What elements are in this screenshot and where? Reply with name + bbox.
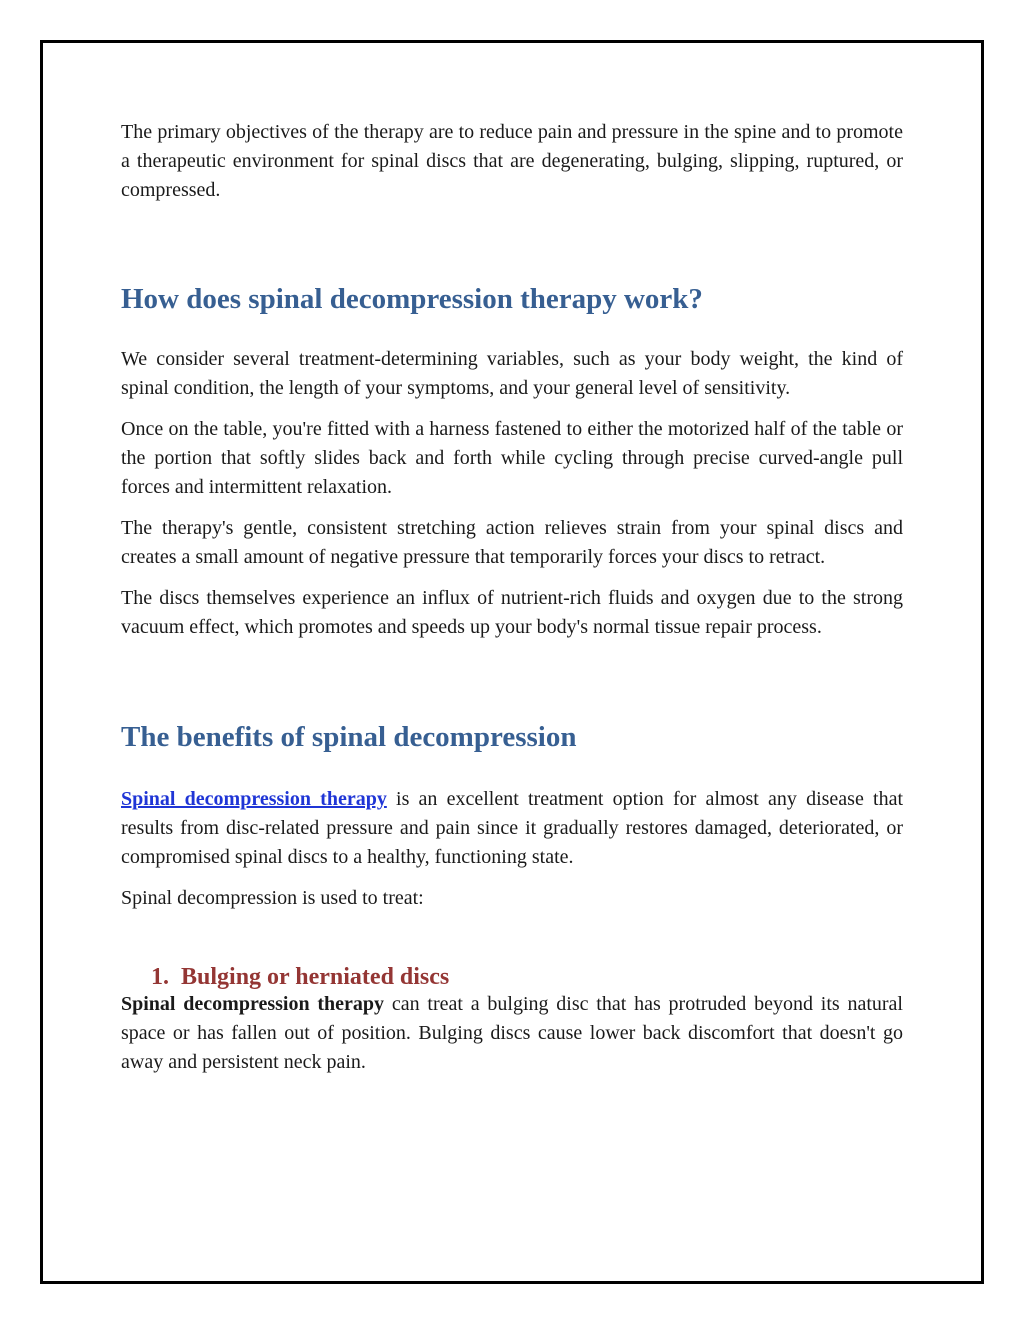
list-item-bold-lead: Spinal decompression therapy <box>121 993 385 1015</box>
list-item-title: Bulging or herniated discs <box>181 964 450 990</box>
document-body <box>121 118 903 1077</box>
heading-how-it-works: How does spinal decompression therapy work? <box>121 283 703 315</box>
paragraph-variables: We consider several treatment-determining variables, such as your body weight, the kind of spinal condition, the length of your symptoms, and your general level of sensitivity. <box>121 348 903 399</box>
paragraph-stretching: The therapy's gentle, consistent stretching action relieves strain from your spinal discs and creates a small amount of negative pressure that temporarily forces your discs to retract. <box>121 517 903 568</box>
list-item-paragraph <box>121 990 903 1077</box>
paragraph-treat-intro: Spinal decompression is used to treat: <box>121 887 424 909</box>
paragraph-benefits <box>121 785 903 872</box>
list-item-heading <box>151 964 903 990</box>
list-item-number: 1. <box>151 964 169 990</box>
spinal-decompression-therapy-link[interactable]: Spinal decompression therapy <box>121 788 387 810</box>
list-item-text: can treat a bulging disc that has protruded beyond its natural space or has fallen out of position. Bulging discs cause lower back discomfort that doesn't go away and persistent neck pain. <box>121 993 903 1073</box>
benefits-text: is an excellent treatment option for almost any disease that results from disc-related pressure and pain since it gradually restores damaged, deteriorated, or compromised spinal discs to a healthy, functioning state. <box>121 788 903 868</box>
heading-benefits: The benefits of spinal decompression <box>121 721 577 753</box>
paragraph-harness: Once on the table, you're fitted with a harness fastened to either the motorized half of the table or the portion that softly slides back and forth while cycling through precise curved-angle pull forces and intermittent relaxation. <box>121 418 903 498</box>
paragraph-vacuum-effect: The discs themselves experience an influx of nutrient-rich fluids and oxygen due to the strong vacuum effect, which promotes and speeds up your body's normal tissue repair process. <box>121 587 903 638</box>
intro-paragraph: The primary objectives of the therapy are to reduce pain and pressure in the spine and to promote a therapeutic environment for spinal discs that are degenerating, bulging, slipping, ruptured, or compressed. <box>121 121 903 201</box>
